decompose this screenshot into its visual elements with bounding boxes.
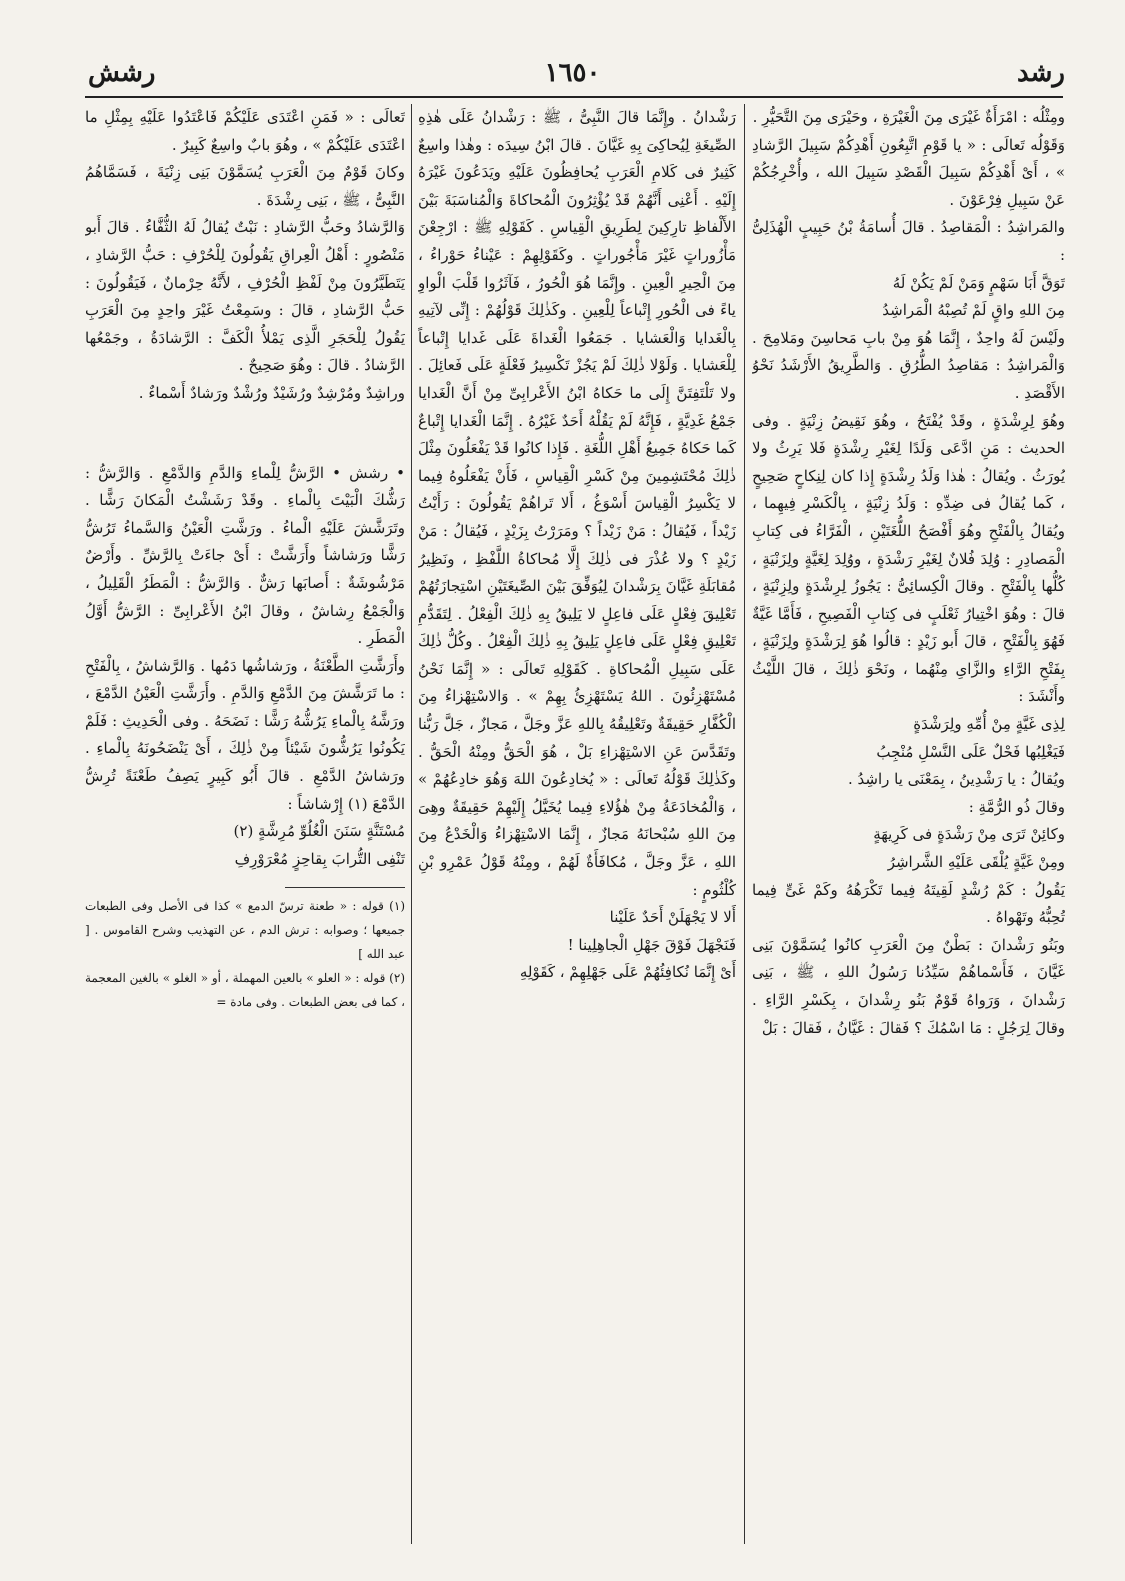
text-column-left: [85, 104, 405, 1544]
column-divider: [744, 104, 745, 1544]
paragraph: وأَرَشَّتِ الطَّعْنَةُ ، ورَشاشُها دَمُها . وَالرَّشاشُ ، بِالْفَتْحِ : ما تَرَشَّشَ مِنَ الدَّمْعِ وَالدَّمِ . وأَرَشَّتِ الْعَيْنُ الدَّمْعَ ، ورَشَّهُ بِالْماءِ يَرُشُّهُ رَشًّا : نَضَحَهُ . وفى الْحَدِيثِ : فَلَمْ يَكُونُوا يَرُشُّونَ شَيْئاً مِنْ ذٰلِكَ ، أَىْ يَنْضَحُونَهُ بِالْماءِ . ورَشاشُ الدَّمْعِ . قالَ أَبُو كَبِيرٍ يَصِفُ طَعْنَةً تُرِشُّ الدَّمْعَ (١) إِرْشاشاً :: [85, 656, 405, 813]
verse-line: تَنْفِى التُّرابَ بِقاحِزٍ مُعْرَوْرِفِ: [234, 849, 405, 868]
text-column-middle: [418, 104, 736, 1544]
paragraph: وهُوَ لِرِشْدَةٍ ، وقَدْ يُفْتَحُ ، وهُوَ نَقِيضُ زِنْيَةٍ . وفى الحديث : مَنِ ادَّعَى وَلَدًا لِغَيْرِ رِشْدَةٍ فَلا يَرِثُ ولا يُورَثُ . ويُقالُ : هٰذا وَلَدُ رِشْدَةٍ إِذا كان لِنِكاحٍ صَحِيحٍ ، كَما يُقالُ فى ضِدِّهِ : وَلَدُ زِنْيَةٍ ، بِالْكَسْرِ فِيهِما ، ويُقالُ بِالْفَتْحِ وهُوَ أَفْصَحُ اللُّغَتَيْنِ ، الْفَرَّاءُ فى كِتابِ الْمَصادِرِ : وُلِدَ فُلانٌ لِغَيْرِ رَشْدَةٍ ، ووُلِدَ لِغَيَّةٍ ولِزَنْيَةٍ ، كُلُّها بِالْفَتْحِ . وقالَ الْكِسائِىُّ : يَجُوزُ لِرِشْدَةٍ ولِزِنْيَةٍ ، قالَ : وهُوَ اخْتِيارُ ثَعْلَبٍ فى كِتابِ الْفَصِيحِ ، فَأَمَّا غَيَّةٌ فَهُوَ بِالْفَتْحِ ، قالَ أَبو زَيْدٍ : قالُوا هُوَ لِرَشْدَةٍ ولِزَنْيَةٍ ، بِفَتْحِ الرَّاءِ والزَّاىِ مِنْهُما ، ونَحْوَ ذٰلِكَ ، قالَ اللَّيْثُ وأَنْشَدَ :: [752, 411, 1065, 706]
paragraph: والمَراشِدُ : الْمَقاصِدُ . قالَ أُسامَةُ بْنُ حَبِيبٍ الْهُذَلِىُّ :: [752, 218, 1065, 264]
verse-line: مِنَ اللهِ واقٍ لَمْ تُصِبْهُ الْمَراشِدُ: [882, 301, 1065, 320]
paragraph: يَقُولُ : كَمْ رُشْدٍ لَقِيتَهُ فِيما تَكْرَهُهُ وكَمْ غَىٍّ فِيما تُحِبُّهُ وتَهْواهُ .: [752, 880, 1065, 927]
entry-spacer: [85, 408, 405, 460]
footnote: (١) قوله : « طعنة ترسّ الدمع » كذا فى الأصل وفى الطبعات جميعها ؛ وصوابه : ترش الدم ، عن التهذيب وشرح القاموس . [ عبد الله ]: [85, 899, 405, 962]
column-divider: [411, 104, 412, 1544]
paragraph: ومِثْلُه : امْرَأَةٌ غَيْرَى مِنَ الْغَيْرَةِ ، وحَيْرَى مِنَ التَّحَيُّرِ .: [752, 108, 1065, 126]
footnote-rule: [285, 887, 405, 888]
paragraph: تَعالَى : « فَمَنِ اعْتَدَى عَلَيْكُمْ فَاعْتَدُوا عَلَيْهِ بِمِثْلِ ما اعْتَدَى عَلَيْكُمْ » ، وهُوَ بابٌ واسِعٌ كَبِيرٌ .: [85, 108, 405, 154]
paragraph: وقالَ ذُو الرُّمَّةِ :: [968, 797, 1065, 816]
paragraph: أَىْ إِنَّمَا نُكافِئُهُمْ عَلَى جَهْلِهِمْ ، كَقَوْلِهِ: [519, 963, 736, 982]
verse-line: ومِنْ غَيَّةٍ يُلْقَى عَلَيْهِ الشَّراشِرُ: [887, 853, 1065, 872]
text-column-right: [752, 104, 1065, 1544]
header-left-word: رشش: [88, 58, 156, 88]
verse-line: فَيَغْلِبُها فَحْلٌ عَلَى النَّسْلِ مُنْجِبُ: [876, 742, 1065, 761]
header-rule: [85, 96, 1063, 98]
footnote: (٢) قوله : « العلو » بالعين المهملة ، أو « الغلو » بالغين المعجمة ، كما فى بعض الطبعات . وفى مادة =: [85, 971, 405, 1010]
paragraph: ولَيْسَ لَهُ واحِدٌ ، إِنَّمَا هُوَ مِنْ بابِ مَحاسِنَ ومَلامِحَ . وَالْمَراشِدُ : مَقاصِدُ الطُّرُقِ . وَالطَّرِيقُ الأَرْشَدُ نَحْوُ الأَقْصَدِ .: [752, 328, 1065, 402]
verse-line: فَنَجْهَلَ فَوْقَ جَهْلِ الْجاهِلِينا !: [567, 935, 736, 954]
verse-line: أَلا لا يَجْهَلَنْ أَحَدٌ عَلَيْنا: [609, 908, 736, 927]
paragraph: وبَنُو رَشْدانَ : بَطْنٌ مِنَ الْعَرَبِ كانُوا يُسَمَّوْنَ بَنِى غَيَّانَ ، فَأَسْماهُمْ سَيِّدُنا رَسُولُ اللهِ ، ﷺ ، بَنِى رَشْدانَ ، وَرَواهُ قَوْمٌ بَنُو رِشْدانَ ، بِكَسْرِ الرَّاءِ . وقالَ لِرَجُلٍ : مَا اسْمُكَ ؟ فَقالَ : غَيَّانُ ، فَقالَ : بَلْ: [752, 935, 1065, 1037]
verse-line: وكائِنْ تَرَى مِنْ رَشْدَةٍ فى كَرِيهَةٍ: [873, 825, 1065, 844]
entry-paragraph: • رشش • الرَّشُّ لِلْماءِ وَالدَّمِ وَالدَّمْعِ . وَالرَّشُّ : رَشُّكَ الْبَيْتَ بِالْماءِ . وقَدْ رَشَشْتُ الْمَكانَ رَشًّا . وتَرَشَّشَ عَلَيْهِ الْماءُ . ورَشَّتِ الْعَيْنُ وَالسَّماءُ تَرُشُّ رَشًّا ورَشاشاً وأَرَشَّتْ : أَىْ جاءَتْ بِالرَّشِّ . وأَرْضٌ مَرْشُوشَةٌ : أَصابَها رَشٌّ . وَالرَّشُّ : الْمَطَرُ الْقَلِيلُ ، وَالْجَمْعُ رِشاشٌ ، وقالَ ابْنُ الأَعْرابِىِّ : الرَّشُّ أَوَّلُ الْمَطَرِ .: [85, 463, 405, 648]
page-number: ١٦٥٠: [544, 58, 601, 88]
verse-line: مُسْتَنَّةٍ سَنَنَ الْغُلُوِّ مُرِشَّةٍ (٢): [233, 822, 405, 841]
verse-line: تَوَقَّ أَبَا سَهْمٍ وَمَنْ لَمْ يَكُنْ لَهُ: [892, 273, 1065, 292]
footnotes: [85, 894, 405, 1014]
verse-line: لِذِى غَيَّةٍ مِنْ أُمِّهِ ولِرَشْدَةٍ: [913, 715, 1065, 734]
page-header: [80, 58, 1065, 98]
paragraph: وراشِدٌ ومُرْشِدٌ ورُشَيْدٌ ورُشْدٌ ورَشادٌ أَسْماءٌ .: [138, 383, 405, 402]
paragraph: ويُقالُ : يا رَشْدِينُ ، بِمَعْنَى يا راشِدُ .: [847, 770, 1065, 789]
paragraph: وكانَ قَوْمٌ مِنَ الْعَرَبِ يُسَمَّوْنَ بَنِى زِنْيَةَ ، فَسَمَّاهُمُ النَّبِىُّ ، ﷺ ، بَنِى رِشْدَةَ .: [85, 163, 405, 209]
paragraph: وَالرَّشادُ وحَبُّ الرَّشادِ : نَبْتٌ يُقالُ لَهُ الثُّفَّاءُ . قالَ أَبو مَنْصُورٍ : أَهْلُ الْعِراقِ يَقُولُونَ لِلْحُرْفِ : حَبُّ الرَّشادِ ، يَتَطَيَّرُونَ مِنْ لَفْظِ الْحُرْفِ ، لأَنَّهُ حِرْمانٌ ، فَيَقُولُونَ : حَبُّ الرَّشادِ ، قالَ : وسَمِعْتُ غَيْرَ واحِدٍ مِنَ الْعَرَبِ يَقُولُ لِلْحَجَرِ الَّذِى يَمْلأُ الْكَفَّ : الرَّشادَةُ ، وجَمْعُها الرَّشادُ . قالَ : وهُوَ صَحِيحٌ .: [85, 218, 405, 375]
paragraph: وَقَوْلُه تَعالَى : « يا قَوْمِ اتَّبِعُونِ أَهْدِكُمْ سَبِيلَ الرَّشادِ » ، أَىْ أَهْدِكُمْ سَبِيلَ الْقَصْدِ سَبِيلَ الله ، وأُخْرِجُكُمْ عَنْ سَبِيلِ فِرْعَوْنَ .: [752, 135, 1065, 209]
header-right-word: رشد: [1017, 58, 1065, 88]
paragraph: رَشْدانُ . وإِنَّمَا قالَ النَّبِىُّ ، ﷺ : رَشْدانُ عَلَى هٰذِهِ الصِّيغَةِ لِيُحاكِىَ بِهِ غَيَّانَ . قالَ ابْنُ سِيدَه : وهٰذا واسِعٌ كَثِيرٌ فى كَلامِ الْعَرَبِ يُحافِظُونَ عَلَيْهِ ويَدَعُونَ غَيْرَهُ إِلَيْهِ . أَعْنِى أَنَّهُمْ قَدْ يُؤْثِرُونَ الْمُحاكاةَ وَالْمُناسَبَةَ بَيْنَ الأَلْفاظِ تارِكِينَ لِطَرِيقِ الْقِياسِ . كَقَوْلِهِ ﷺ : ارْجِعْنَ مَأْزُوراتٍ غَيْرَ مَأْجُوراتٍ . وكَقَوْلِهِمْ : عَيْناءُ حَوْراءُ ، مِنَ الْحِيرِ الْعِينِ . وإِنَّمَا هُوَ الْحُورُ ، فَآثَرُوا قَلْبَ الْواوِ ياءً فى الْحُورِ إِتْباعاً لِلْعِينِ . وكَذٰلِكَ قَوْلُهُمْ : إِنِّى لآتِيهِ بِالْغَدايا وَالْعَشايا . جَمَعُوا الْغَداةَ عَلَى غَدايا إِتْباعاً لِلْعَشايا . وَلَوْلا ذٰلِكَ لَمْ يَجُزْ تَكْسِيرُ فَعْلَةٍ عَلَى فَعائِلَ . ولا تَلْتَفِتَنَّ إِلَى ما حَكاهُ ابْنُ الأَعْرابِىِّ مِنْ أَنَّ الْغَدايا جَمْعُ غَدِيَّةٍ ، فَإِنَّهُ لَمْ يَقُلْهُ أَحَدٌ غَيْرُهُ . إِنَّمَا الْغَدايا إِتْباعٌ كَما حَكاهُ جَمِيعُ أَهْلِ اللُّغَةِ . فَإِذا كانُوا قَدْ يَفْعَلُونَ مِثْلَ ذٰلِكَ مُحْتَشِمِينَ مِنْ كَسْرِ الْقِياسِ ، فَأَنْ يَفْعَلُوهُ فِيما لا يَكْسِرُ الْقِياسَ أَسْوَغُ ، أَلا تَراهُمْ يَقُولُونَ : رَأَيْتُ زَيْداً ، فَيُقالُ : مَنْ زَيْداً ؟ ومَرَرْتُ بِزَيْدٍ ، فَيُقالُ : مَنْ زَيْدٍ ؟ ولا عُذْرَ فى ذٰلِكَ إِلَّا مُحاكاةُ اللَّفْظِ ، ونَظِيرُ مُقابَلَةِ غَيَّانَ بِرَشْدانَ لِيُوَفِّقَ بَيْنَ الصِّيغَتَيْنِ اسْتِجازَتُهُمْ تَعْلِيقَ فِعْلٍ عَلَى فاعِلٍ لا يَلِيقُ بِهِ ذٰلِكَ الْفِعْلُ . لِتَقَدُّمِ تَعْلِيقِ فِعْلٍ عَلَى فاعِلٍ يَلِيقُ بِهِ ذٰلِكَ الْفِعْلُ . وكُلُّ ذٰلِكَ عَلَى سَبِيلِ الْمُحاكاةِ . كَقَوْلِهِ تَعالَى : « إِنَّمَا نَحْنُ مُسْتَهْزِئُونَ . اللهُ يَسْتَهْزِئُ بِهِمْ » . وَالاسْتِهْزاءُ مِنَ الْكُفَّارِ حَقِيقَةٌ وتَعْلِيقُهُ بِاللهِ عَزَّ وجَلَّ ، مَجازٌ ، جَلَّ رَبُّنا وتَقَدَّسَ عَنِ الاسْتِهْزاءِ بَلْ ، هُوَ الْحَقُّ ومِنْهُ الْحَقُّ . وكَذٰلِكَ قَوْلُهُ تَعالَى : « يُخادِعُونَ اللهَ وَهُوَ خادِعُهُمْ » ، وَالْمُخادَعَةُ مِنْ هٰؤُلاءِ فِيما يُخَيَّلُ إِلَيْهِمْ حَقِيقَةٌ وهِىَ مِنَ اللهِ سُبْحانَهُ مَجازٌ ، إِنَّمَا الاسْتِهْزاءُ وَالْخَدْعُ مِنَ اللهِ ، عَزَّ وجَلَّ ، مُكافَأَةٌ لَهُمْ ، ومِنْهُ قَوْلُ عَمْرِو بْنِ كُلْثُومٍ :: [418, 108, 736, 899]
